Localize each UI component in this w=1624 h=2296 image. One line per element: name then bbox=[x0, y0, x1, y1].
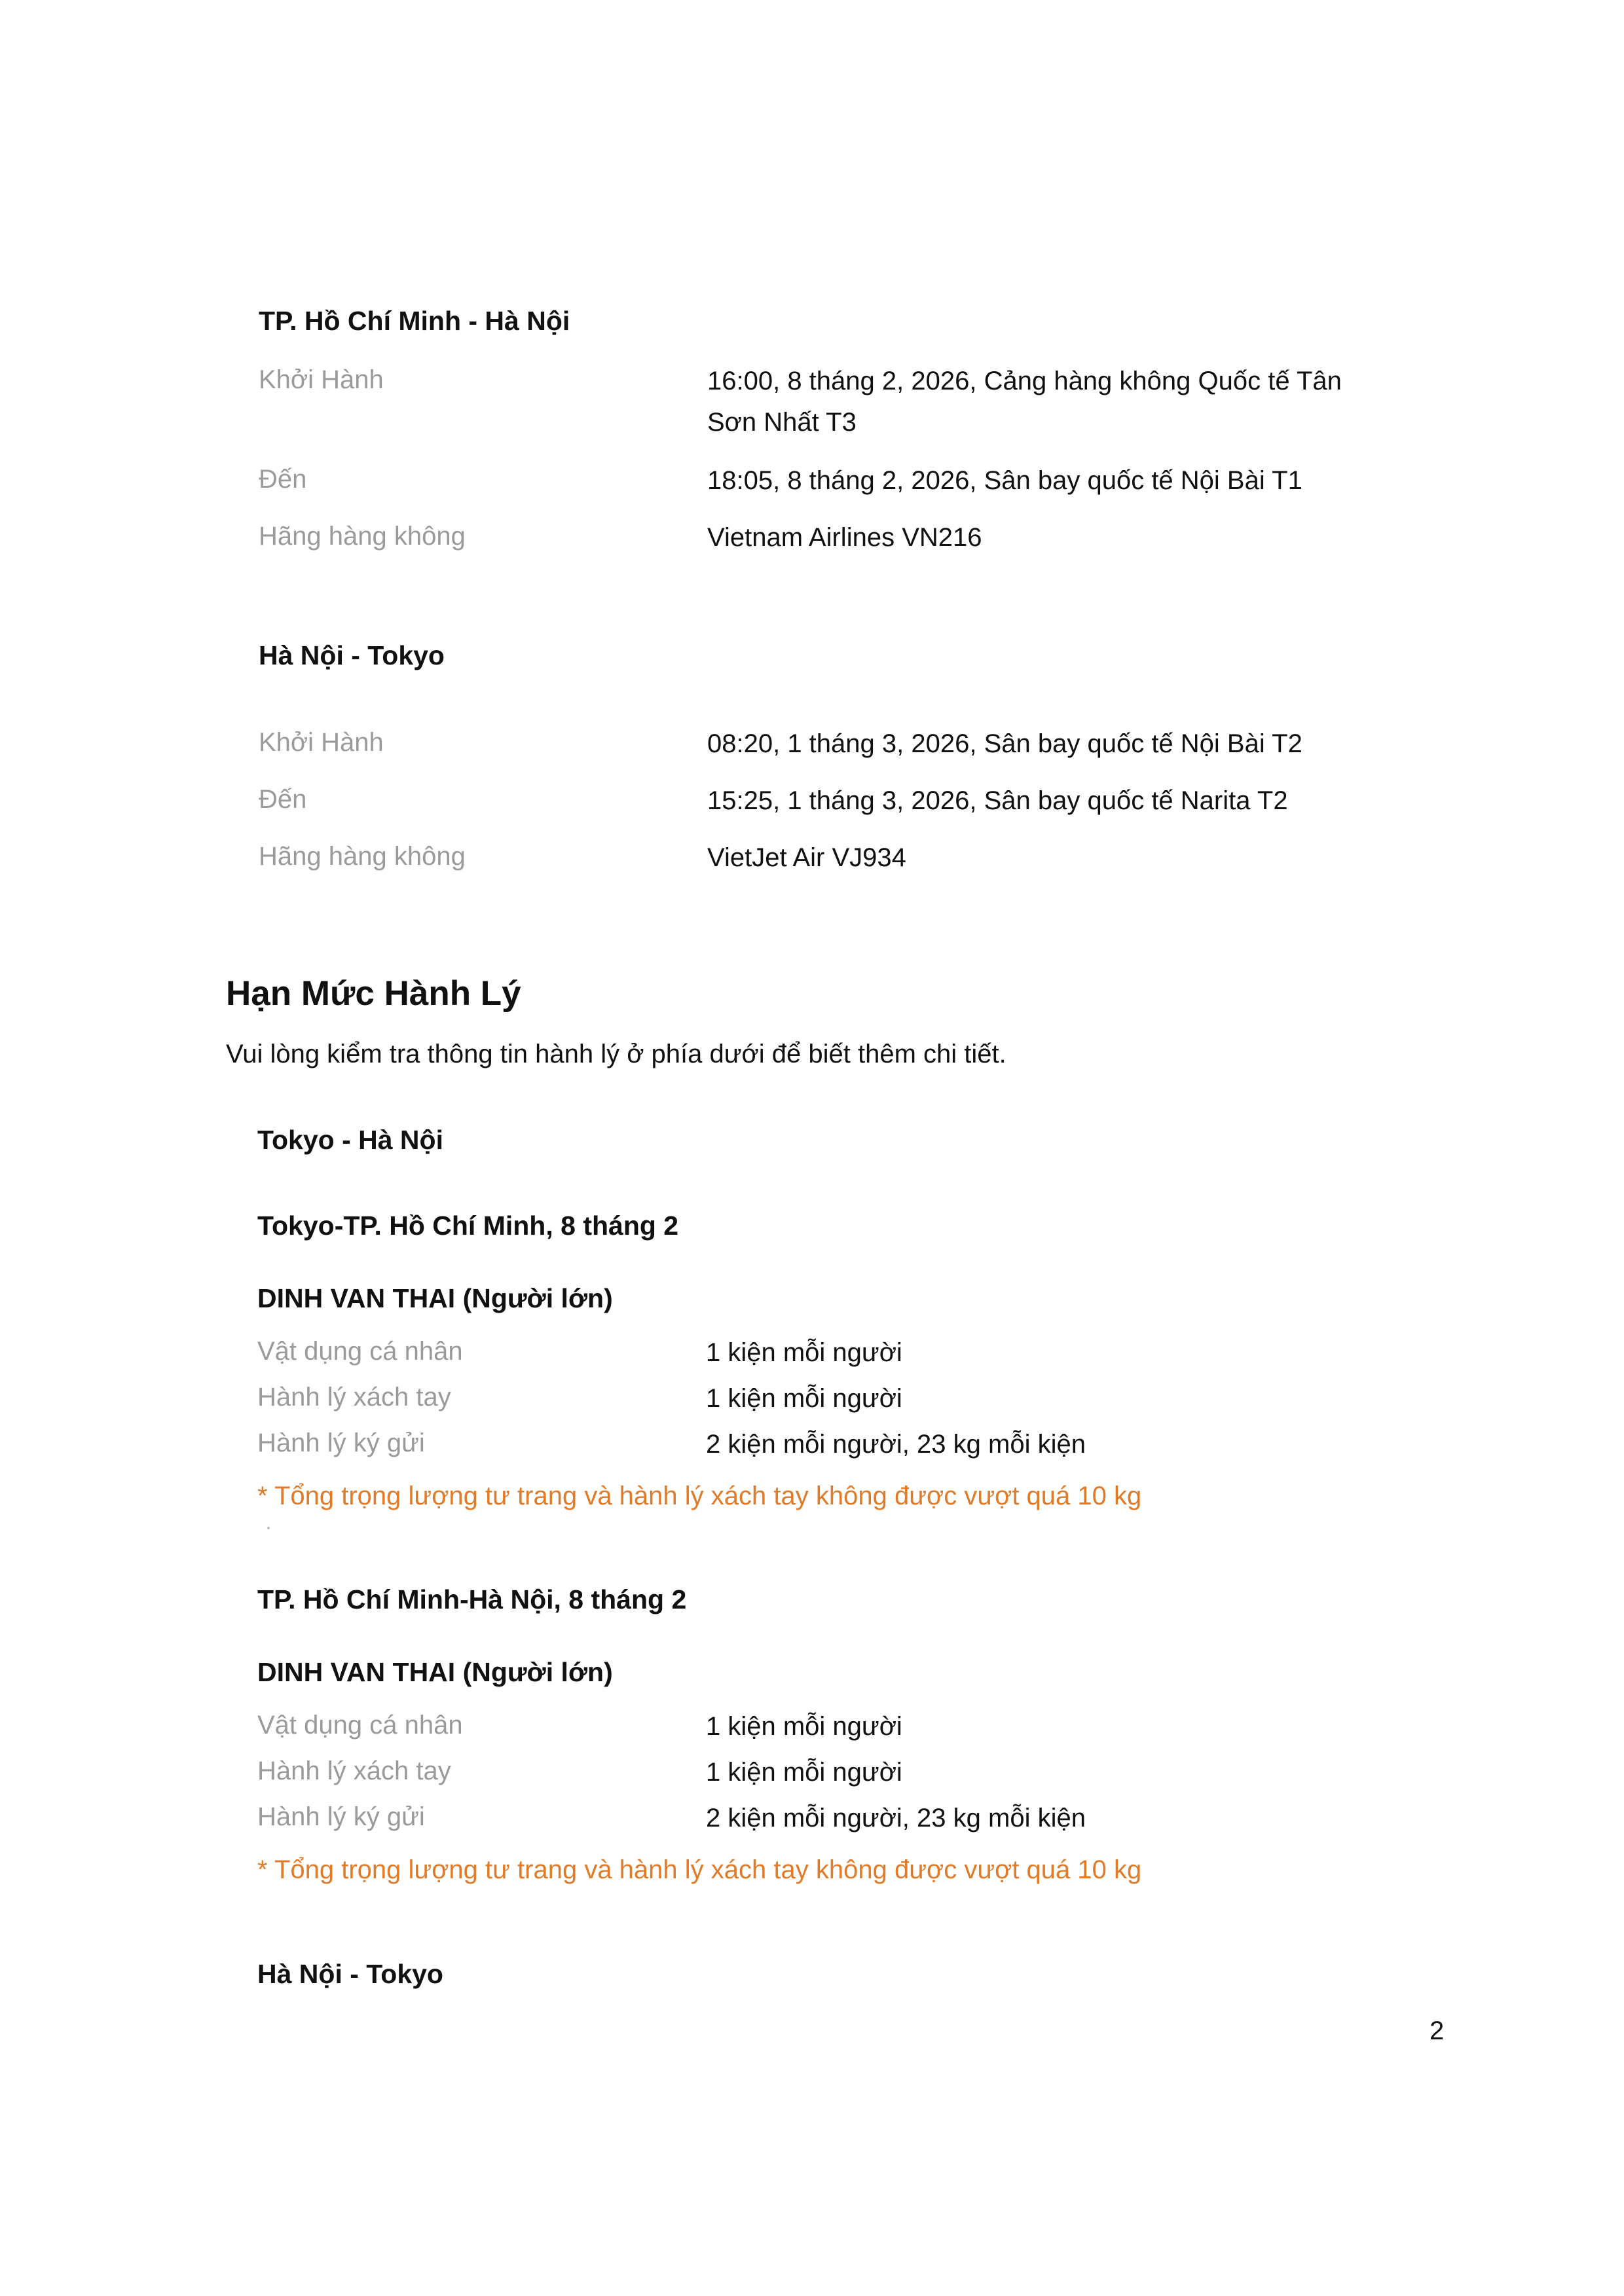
arrival-value: 15:25, 1 tháng 3, 2026, Sân bay quốc tế Narita T2 bbox=[707, 786, 1288, 815]
baggage-row-label: Hành lý ký gửi bbox=[257, 1429, 425, 1457]
flight-route-title: Hà Nội - Tokyo bbox=[259, 640, 445, 670]
baggage-row-value: 2 kiện mỗi người, 23 kg mỗi kiện bbox=[706, 1804, 1086, 1832]
baggage-row-value: 1 kiện mỗi người bbox=[706, 1758, 902, 1787]
baggage-row-label: Vật dụng cá nhân bbox=[257, 1711, 463, 1740]
baggage-row-value: 2 kiện mỗi người, 23 kg mỗi kiện bbox=[706, 1430, 1086, 1459]
baggage-row-label: Vật dụng cá nhân bbox=[257, 1337, 463, 1366]
airline-label: Hãng hàng không bbox=[259, 522, 466, 551]
page-number: 2 bbox=[1430, 2016, 1445, 2045]
baggage-weight-note: * Tổng trọng lượng tư trang và hành lý xách tay không được vượt quá 10 kg bbox=[257, 1482, 1142, 1510]
baggage-row-value: 1 kiện mỗi người bbox=[706, 1712, 902, 1741]
baggage-leg-title: TP. Hồ Chí Minh-Hà Nội, 8 tháng 2 bbox=[257, 1584, 687, 1614]
arrival-label: Đến bbox=[259, 465, 307, 494]
passenger-name: DINH VAN THAI (Người lớn) bbox=[257, 1657, 613, 1687]
arrival-label: Đến bbox=[259, 785, 307, 814]
baggage-row-label: Hành lý xách tay bbox=[257, 1757, 451, 1785]
divider-dot bbox=[267, 1527, 270, 1529]
passenger-name: DINH VAN THAI (Người lớn) bbox=[257, 1283, 613, 1313]
arrival-value: 18:05, 8 tháng 2, 2026, Sân bay quốc tế Nội Bài T1 bbox=[707, 466, 1302, 495]
departure-value: 16:00, 8 tháng 2, 2026, Cảng hàng không Quốc tế Tân Sơn Nhất T3 bbox=[707, 367, 1342, 437]
departure-value: 08:20, 1 tháng 3, 2026, Sân bay quốc tế Nội Bài T2 bbox=[707, 729, 1302, 758]
baggage-section-title: Hạn Mức Hành Lý bbox=[226, 974, 521, 1013]
baggage-leg-title: Tokyo-TP. Hồ Chí Minh, 8 tháng 2 bbox=[257, 1211, 679, 1241]
baggage-intro-text: Vui lòng kiểm tra thông tin hành lý ở phía dưới để biết thêm chi tiết. bbox=[226, 1040, 1006, 1068]
airline-value: VietJet Air VJ934 bbox=[707, 843, 906, 872]
baggage-row-label: Hành lý xách tay bbox=[257, 1383, 451, 1412]
baggage-journey-title: Tokyo - Hà Nội bbox=[257, 1125, 443, 1155]
baggage-weight-note: * Tổng trọng lượng tư trang và hành lý xách tay không được vượt quá 10 kg bbox=[257, 1855, 1142, 1884]
flight-route-title: TP. Hồ Chí Minh - Hà Nội bbox=[259, 306, 570, 336]
baggage-row-value: 1 kiện mỗi người bbox=[706, 1384, 902, 1413]
departure-label: Khởi Hành bbox=[259, 728, 384, 757]
airline-label: Hãng hàng không bbox=[259, 842, 466, 871]
baggage-row-label: Hành lý ký gửi bbox=[257, 1802, 425, 1831]
airline-value: Vietnam Airlines VN216 bbox=[707, 523, 982, 552]
baggage-journey-title: Hà Nội - Tokyo bbox=[257, 1959, 443, 1989]
baggage-row-value: 1 kiện mỗi người bbox=[706, 1338, 902, 1367]
departure-label: Khởi Hành bbox=[259, 365, 384, 394]
